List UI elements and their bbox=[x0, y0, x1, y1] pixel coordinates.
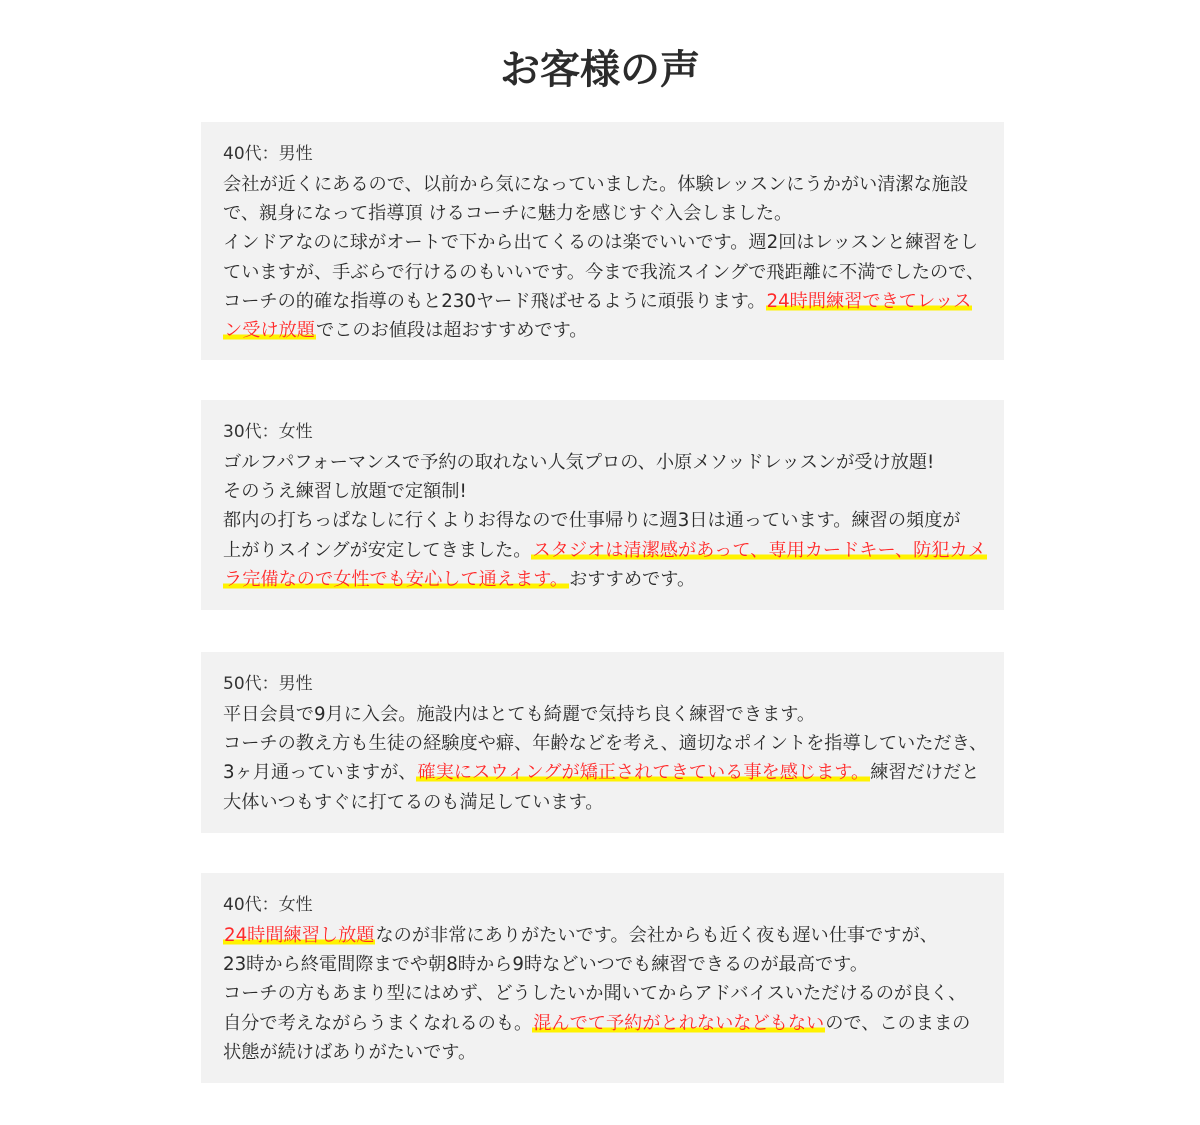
testimonial-line bbox=[223, 199, 984, 228]
testimonial-body bbox=[223, 921, 984, 1067]
testimonial-label: 50代：男性 bbox=[223, 674, 313, 694]
testimonial-line bbox=[223, 921, 984, 950]
highlighted-text: スタジオは清潔感があって、専用カードキー、防犯カメ bbox=[532, 539, 986, 561]
body-text: ていますが、手ぶらで行けるのもいいです。今まで我流スイングで飛距離に不満でしたので、 bbox=[223, 261, 985, 283]
body-text: 状態が続けばありがたいです。 bbox=[223, 1041, 477, 1063]
testimonial-line bbox=[223, 477, 984, 506]
body-text: 会社が近くにあるので、以前から気になっていました。体験レッスンにうかがい清潔な施設 bbox=[223, 174, 969, 195]
body-text: 上がりスイングが安定してきました。 bbox=[223, 539, 532, 561]
body-text: おすすめです。 bbox=[569, 568, 696, 590]
testimonial-line bbox=[223, 287, 984, 316]
body-text: 大体いつもすぐに打てるのも満足しています。 bbox=[223, 791, 604, 813]
testimonial-line bbox=[223, 1009, 984, 1038]
body-text: 練習だけだと bbox=[870, 762, 980, 784]
testimonial-line bbox=[223, 536, 984, 565]
testimonial-line bbox=[223, 758, 984, 787]
highlighted-text: 混んでて予約がとれないなどもない bbox=[533, 1012, 825, 1034]
testimonial-line bbox=[223, 228, 984, 257]
highlighted-text: 24時間練習し放題 bbox=[224, 925, 375, 946]
body-text: そのうえ練習し放題で定額制! bbox=[223, 481, 467, 503]
testimonial-card bbox=[201, 873, 1004, 1083]
body-text: コーチの教え方も生徒の経験度や癖、年齢などを考え、適切なポイントを指導していただき、 bbox=[223, 733, 988, 755]
body-text: 自分で考えながらうまくなれるのも。 bbox=[223, 1012, 533, 1034]
body-text: なのが非常にありがたいです。会社からも近く夜も遅い仕事ですが、 bbox=[375, 925, 938, 946]
testimonial-card bbox=[201, 652, 1004, 833]
testimonial-line bbox=[223, 1038, 984, 1067]
testimonial-card bbox=[201, 122, 1004, 360]
body-text: でこのお値段は超おすすめです。 bbox=[315, 320, 588, 342]
testimonial-body bbox=[223, 170, 984, 345]
testimonial-line bbox=[223, 448, 984, 477]
testimonial-body bbox=[223, 700, 988, 817]
testimonial-line bbox=[223, 729, 988, 758]
testimonial-label: 40代：男性 bbox=[223, 144, 313, 164]
highlighted-text: ン受け放題 bbox=[224, 320, 315, 342]
page-title: お客様の声 bbox=[500, 47, 700, 93]
testimonial-line bbox=[223, 565, 984, 594]
testimonial-line bbox=[223, 316, 984, 345]
testimonial-body bbox=[223, 448, 984, 594]
body-text: で、親身になって指導頂 けるコーチに魅力を感じすぐ入会しました。 bbox=[223, 203, 793, 225]
body-text: 都内の打ちっぱなしに行くよりお得なので仕事帰りに週3日は通っています。練習の頻度が bbox=[223, 510, 961, 532]
testimonial-line bbox=[223, 950, 984, 979]
body-text: コーチの方もあまり型にはめず、どうしたいか聞いてからアドバイスいただけるのが良く、 bbox=[223, 983, 967, 1005]
testimonial-line bbox=[223, 788, 984, 817]
highlighted-text: 確実にスウィングが矯正されてきている事を感じます。 bbox=[417, 762, 870, 784]
body-text: 平日会員で9月に入会。施設内はとても綺麗で気持ち良く練習できます。 bbox=[223, 704, 816, 725]
testimonial-label: 40代：女性 bbox=[223, 895, 313, 915]
body-text: コーチの的確な指導のもと230ヤード飛ばせるように頑張ります。 bbox=[223, 290, 766, 312]
highlighted-text: ラ完備なので女性でも安心して通えます。 bbox=[224, 568, 569, 590]
testimonial-line bbox=[223, 979, 984, 1008]
testimonial-line bbox=[223, 506, 984, 535]
highlighted-text: 24時間練習できてレッス bbox=[766, 290, 972, 312]
testimonial-card bbox=[201, 400, 1004, 610]
body-text: ゴルフパフォーマンスで予約の取れない人気プロの、小原メソッドレッスンが受け放題! bbox=[223, 452, 935, 473]
testimonial-line bbox=[223, 258, 984, 287]
testimonial-label: 30代：女性 bbox=[223, 422, 313, 442]
body-text: ので、このままの bbox=[825, 1012, 971, 1034]
body-text: 3ヶ月通っていますが、 bbox=[223, 762, 417, 784]
body-text: インドアなのに球がオートで下から出てくるのは楽でいいです。週2回はレッスンと練習をし bbox=[223, 232, 979, 254]
testimonial-line bbox=[223, 700, 984, 729]
testimonial-line bbox=[223, 170, 984, 199]
body-text: 23時から終電間際までや朝8時から9時などいつでも練習できるのが最高です。 bbox=[223, 954, 869, 976]
